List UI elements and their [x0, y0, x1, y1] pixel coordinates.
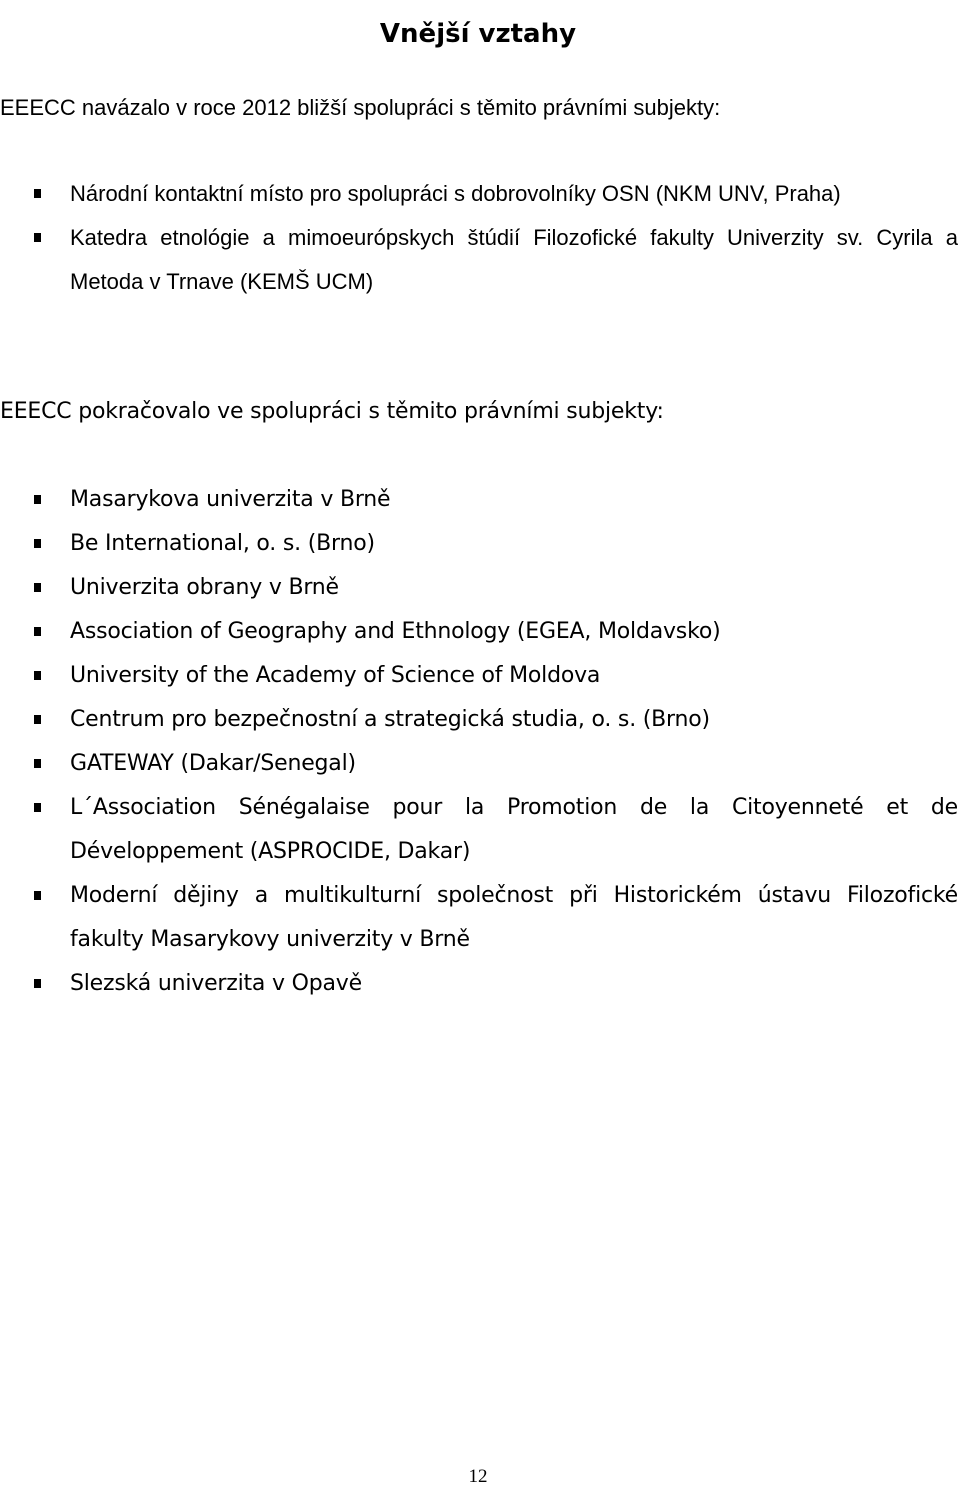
square-bullet-icon — [34, 539, 41, 548]
list-item — [0, 172, 958, 216]
square-bullet-icon — [34, 803, 41, 812]
list-item — [0, 962, 958, 1006]
list-item-text: Masarykova univerzita v Brně — [70, 487, 391, 512]
list-item — [0, 874, 958, 962]
list-item-text: Association of Geography and Ethnology (EGEA, Moldavsko) — [70, 619, 721, 644]
list-item — [0, 216, 958, 304]
list-item — [0, 610, 958, 654]
square-bullet-icon — [34, 759, 41, 768]
square-bullet-icon — [34, 891, 41, 900]
list-item — [0, 654, 958, 698]
list-item-text: Centrum pro bezpečnostní a strategická studia, o. s. (Brno) — [70, 707, 710, 732]
list-item-text: Slezská univerzita v Opavě — [70, 971, 362, 996]
list-item-text: Be International, o. s. (Brno) — [70, 531, 375, 556]
list-item-text: GATEWAY (Dakar/Senegal) — [70, 751, 356, 776]
list-item-text: Národní kontaktní místo pro spolupráci s dobrovolníky OSN (NKM UNV, Praha) — [70, 181, 841, 206]
list-item — [0, 698, 958, 742]
intro-paragraph-2012: EEECC navázalo v roce 2012 bližší spolupráci s těmito právními subjekty: — [0, 95, 721, 120]
list-item — [0, 786, 958, 874]
square-bullet-icon — [34, 715, 41, 724]
page-number: 12 — [468, 1466, 488, 1487]
square-bullet-icon — [34, 189, 41, 198]
square-bullet-icon — [34, 627, 41, 636]
continued-partners-list — [0, 478, 958, 1006]
list-item — [0, 742, 958, 786]
new-partners-list — [0, 172, 958, 304]
list-item-text: Moderní dějiny a multikulturní společnost při Historickém ústavu Filozofické fakulty Masarykovy univerzity v Brně — [70, 883, 958, 952]
list-item-text: Katedra etnológie a mimoeurópskych štúdií Filozofické fakulty Univerzity sv. Cyrila a Metoda v Trnave (KEMŠ UCM) — [70, 225, 958, 294]
list-item-text: Univerzita obrany v Brně — [70, 575, 339, 600]
list-item-text: University of the Academy of Science of Moldova — [70, 663, 601, 688]
list-item-text: L´Association Sénégalaise pour la Promotion de la Citoyenneté et de Développement (ASPROCIDE, Dakar) — [70, 795, 958, 864]
list-item — [0, 566, 958, 610]
square-bullet-icon — [34, 583, 41, 592]
square-bullet-icon — [34, 495, 41, 504]
square-bullet-icon — [34, 671, 41, 680]
square-bullet-icon — [34, 979, 41, 988]
list-item — [0, 522, 958, 566]
list-item — [0, 478, 958, 522]
continued-cooperation-paragraph: EEECC pokračovalo ve spolupráci s těmito právními subjekty: — [0, 399, 664, 424]
page-title: Vnější vztahy — [379, 19, 577, 50]
square-bullet-icon — [34, 233, 41, 242]
